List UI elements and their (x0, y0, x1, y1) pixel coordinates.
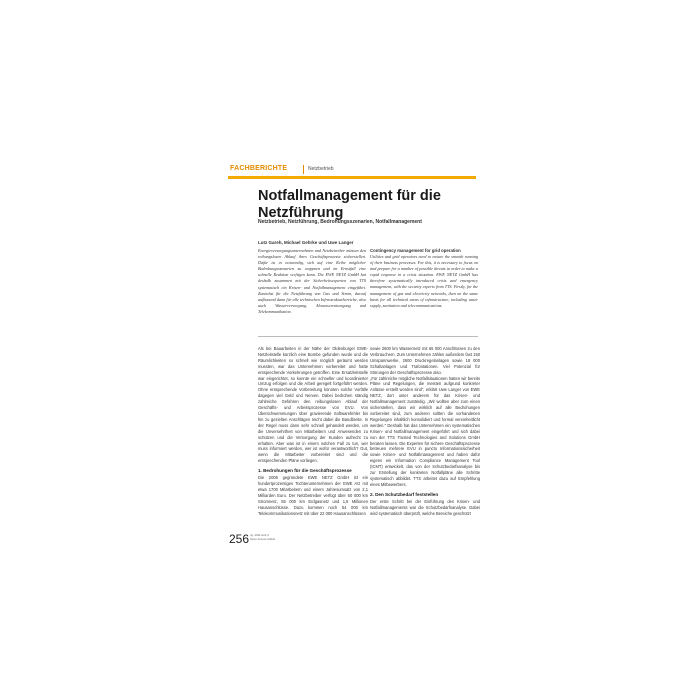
page-number: 256 (229, 532, 250, 546)
section-heading: 2. Den Schutzbedarf feststellen (370, 491, 439, 497)
abstract-divider (258, 336, 478, 337)
body-paragraph: Der erste Schritt bei der Einführung des Krisen- und Notfallmanagements war die Schutzbedarfsanalyse. Dabei wird systematisch überprüft, welche Bereiche geschützt (370, 498, 480, 516)
body-column-left (258, 346, 368, 516)
footer-info-line: Open Access Artikel (250, 536, 275, 541)
body-paragraph: „Für zahlreiche mögliche Notfallsituationen hatten wir bereits Pläne und Regelungen, die meisten aufgrund konkreter Anlässe erstellt worden sind“, erklärt Uwe Langer von EWE NETZ, dort unter anderem für das Krisen- und Notfallmanagement zuständig. „Wir wollten aber zum einen sicherstellen, dass wir wirklich auf alle Bedrohungen vorbereitet sind, zum anderen sollten die vorhandenen Regelungen inhaltlich konsolidiert und formal vereinheitlicht werden.“ Deshalb hat das Unternehmen ein systematisches Krisen- und Notfallmanagement eingeführt und sich dabei von der TTS Trusted Technologies and Solutions GmbH beraten lassen. Die Experten für sichere Geschäftsprozesse betreuen mehrere EVU in puncto Informationssicherheit sowie Krisen- und Notfallmanagement und haben dafür eigens ein Information Compliance Management Tool (ICMT) entwickelt, das von der Schutzbedarfsanalyse bis zur Erstellung der konkreten Notfallpläne alle Schritte systematisch abbildet. TTS arbeitet dazu auf Empfehlung eines Mitbewerbers. (370, 375, 480, 487)
body-paragraph: sowie 2600 km Wassernetz mit 65 000 Anschlüssen zu den Verbrauchern. Zum Unternehmen zählen außerdem fast 150 Umspannwerke, 2600 Druckregelanlagen sowie 18 000 Schaltanlagen und Trafostationen. Viel Potenzial für Störungen der Geschäftsprozesse also. (370, 346, 480, 375)
abstract-german: Energieversorgungsunternehmen und Netzbetreiber müssen den reibungslosen Ablauf ihres Geschäftsprozesse sicherstellen. Dafür ist es notwendig, sich auf eine Reihe möglicher Bedrohungsszenarien zu wappnen und im Ernstfall eine schnelle Reaktion verfügen kann. Die EWE NETZ GmbH hat deshalb zusammen mit der Sicherheitsexperten von TTS systematisch ein Krisen- und Notfallmanagement eingeführt. Zunächst für die Netzführung von Gas und Strom, darauf aufbauend dann für alle technischen Infrastrukturbereiche, also auch Wasserversorgung, Abwasserentsorgung und Telekommunikation. (258, 248, 366, 314)
body-paragraph: Die 2006 gegründete EWE NETZ GmbH ist ein hundertprozentiges Tochterunternehmen der EWE AG mit etwa 1700 Mitarbeitern und einem Jahresumsatz von 2,1 Milliarden Euro. Der Netzbetreiber verfügt über 60 000 km Stromnetz, 55 000 km Erdgasnetz und 1,5 Millionen Hausanschlüsse. Dazu kommen noch 54 000 km Telekommunikationsnetz mit über 22 000 Hausanschlüssen (258, 475, 368, 516)
footer-info-line: Jg. 2011 Heft 4 (250, 533, 269, 537)
article-keywords: Netzbetrieb, Netzführung, Bedrohungsszenarien, Notfallmanagement (258, 219, 422, 225)
footer-info (250, 534, 275, 542)
article-authors: Lutz Gareh, Michael Gehrke und Uwe Langer (258, 240, 354, 245)
section-separator (303, 165, 304, 174)
abstract-english-title: Contingency management for grid operation (370, 248, 461, 253)
section-label: FACHBERICHTE (230, 165, 288, 172)
body-column-right (370, 346, 480, 516)
body-paragraph: Als bei Bauarbeiten in der Nähe der Oldenburger EWE-Netzleitstelle kürzlich eine Bombe gefunden wurde und die Räumlichkeiten so schnell wie möglich geräumt werden mussten, war das Unternehmen vorbereitet und hatte entsprechende Vorkehrungen getroffen. Eine Ersatzleitstelle war eingerichtet, so konnte ein schneller und koordinierter Umzug erfolgen und die Arbeit geregelt fortgeführt werden. Ohne entsprechende Vorbereitung könnten solche Vorfälle dagegen viel Geld und Nerven. Dabei bedrohen ständig zahlreiche Gefahren den reibungslosen Ablauf der Geschäfts- und Arbeitsprozesse von EVU. Von Überschwemmungen über gravierende Softwarefehler bis hin zu gezielten Anschlägen reicht dabei die Bandbreite. In der Regel muss dann sehr schnell gehandelt werden, um die Unversehrtheit von Mitarbeitern und Anwesenden zu schützen und die Versorgung der Kunden aufrecht zu erhalten. Aber was ist in einem solchen Fall zu tun, wer muss informiert werden, wer ist wofür verantwortlich? Gut, wenn die Mitarbeiter vorbereitet sind und die entsprechenden Pläne vorliegen. (258, 346, 368, 464)
section-subtitle: Netzbetrieb (308, 166, 334, 172)
abstract-english: Utilities and grid operators need to ensure the smooth running of their business processes. For this, it is necessary to focus on and prepare for a number of possible threats in order to make a rapid response in a crisis situation. EWE NETZ GmbH has therefore systematically introduced crisis and emergency management, with the security experts from TTS. Firstly, for the management of gas and electricity networks, then on the same basis for all technical areas of infrastructure, including water supply, sanitation and telecommunications. (370, 254, 478, 308)
section-accent-rule (228, 176, 476, 179)
section-heading: 1. Bedrohungen für die Geschäftsprozesse (258, 468, 352, 474)
article-title: Notfallmanagement für die Netzführung (258, 188, 441, 221)
